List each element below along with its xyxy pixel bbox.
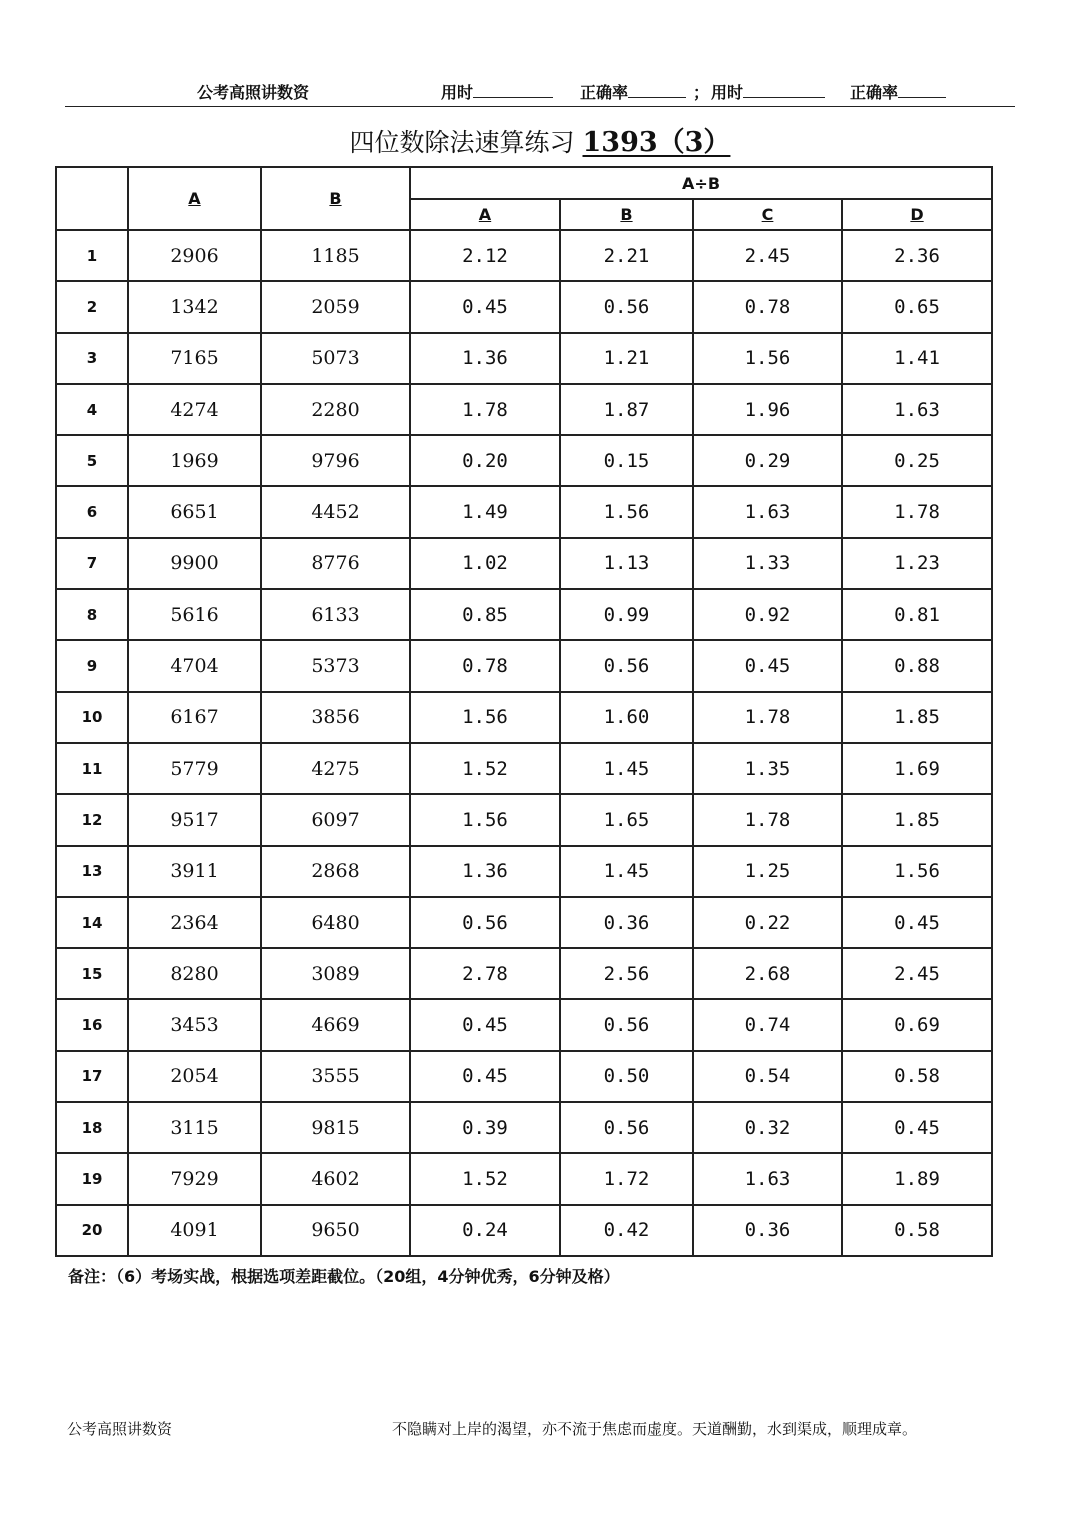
table-row [56,538,992,589]
option-b-cell[interactable]: 1.13 [560,538,693,589]
dividend-cell: 3115 [128,1102,261,1153]
table-row [56,897,992,948]
option-d-cell[interactable]: 1.23 [842,538,992,589]
option-b-cell[interactable]: 2.21 [560,230,693,281]
option-c-cell[interactable]: 2.68 [693,948,842,999]
divisor-cell: 2280 [261,384,410,435]
dividend-cell: 7929 [128,1153,261,1204]
option-d-cell[interactable]: 1.85 [842,794,992,845]
option-a-cell[interactable]: 1.49 [410,486,560,537]
option-c-header: C [693,199,842,230]
option-c-cell[interactable]: 0.36 [693,1205,842,1256]
option-b-cell[interactable]: 1.72 [560,1153,693,1204]
row-index: 13 [56,846,128,897]
time-blank-2[interactable] [743,83,825,98]
divisor-cell: 8776 [261,538,410,589]
divisor-cell: 6480 [261,897,410,948]
divisor-cell: 1185 [261,230,410,281]
option-d-cell[interactable]: 1.41 [842,333,992,384]
dividend-cell: 3453 [128,999,261,1050]
option-c-cell[interactable]: 1.56 [693,333,842,384]
divisor-cell: 9815 [261,1102,410,1153]
option-d-cell[interactable]: 2.36 [842,230,992,281]
option-a-cell[interactable]: 1.56 [410,692,560,743]
separator: ； [693,83,710,102]
col-b-header: B [261,167,410,230]
table-row [56,1102,992,1153]
row-index: 4 [56,384,128,435]
dividend-cell: 1342 [128,281,261,332]
dividend-cell: 4274 [128,384,261,435]
accuracy-blank-2[interactable] [898,83,946,98]
dividend-cell: 2906 [128,230,261,281]
option-a-cell[interactable]: 0.85 [410,589,560,640]
divisor-cell: 5073 [261,333,410,384]
option-c-cell[interactable]: 0.54 [693,1051,842,1102]
division-practice-table [55,166,993,1257]
option-b-cell[interactable]: 0.99 [560,589,693,640]
table-row [56,692,992,743]
dividend-cell: 2054 [128,1051,261,1102]
row-index: 18 [56,1102,128,1153]
dividend-cell: 9900 [128,538,261,589]
table-row [56,435,992,486]
option-c-cell[interactable]: 1.63 [693,486,842,537]
option-a-cell[interactable]: 2.78 [410,948,560,999]
option-b-header: B [560,199,693,230]
time-field-2 [711,80,825,103]
footer-brand: 公考高照讲数资 [67,1420,173,1438]
divisor-cell: 9796 [261,435,410,486]
option-b-cell[interactable]: 0.56 [560,1102,693,1153]
dividend-cell: 1969 [128,435,261,486]
option-d-cell[interactable]: 1.89 [842,1153,992,1204]
option-d-cell[interactable]: 0.65 [842,281,992,332]
dividend-cell: 2364 [128,897,261,948]
option-b-cell[interactable]: 1.45 [560,846,693,897]
table-row [56,1153,992,1204]
divisor-cell: 3555 [261,1051,410,1102]
option-b-cell[interactable]: 0.36 [560,897,693,948]
option-b-cell[interactable]: 0.15 [560,435,693,486]
option-d-cell[interactable]: 1.63 [842,384,992,435]
dividend-cell: 9517 [128,794,261,845]
option-d-cell[interactable]: 0.58 [842,1205,992,1256]
dividend-cell: 4091 [128,1205,261,1256]
row-index: 15 [56,948,128,999]
option-d-cell[interactable]: 0.45 [842,897,992,948]
option-b-cell[interactable]: 1.56 [560,486,693,537]
table-row [56,1205,992,1256]
table-row [56,486,992,537]
accuracy-blank-1[interactable] [628,83,686,98]
row-index: 5 [56,435,128,486]
index-header [56,167,128,230]
divisor-cell: 2059 [261,281,410,332]
option-c-cell[interactable]: 1.96 [693,384,842,435]
option-b-cell[interactable]: 0.50 [560,1051,693,1102]
option-d-cell[interactable]: 1.85 [842,692,992,743]
table-row [56,384,992,435]
dividend-cell: 5779 [128,743,261,794]
row-index: 14 [56,897,128,948]
option-a-cell[interactable]: 1.02 [410,538,560,589]
row-index: 20 [56,1205,128,1256]
option-a-cell[interactable]: 0.24 [410,1205,560,1256]
header-divider [65,106,1015,107]
option-d-cell[interactable]: 1.56 [842,846,992,897]
divisor-cell: 9650 [261,1205,410,1256]
row-index: 10 [56,692,128,743]
divisor-cell: 4452 [261,486,410,537]
option-c-cell[interactable]: 0.92 [693,589,842,640]
table-row [56,743,992,794]
option-d-cell[interactable]: 1.69 [842,743,992,794]
divisor-cell: 2868 [261,846,410,897]
col-a-header: A [128,167,261,230]
option-c-cell[interactable]: 0.29 [693,435,842,486]
dividend-cell: 3911 [128,846,261,897]
option-d-cell[interactable]: 0.25 [842,435,992,486]
option-c-cell[interactable]: 1.33 [693,538,842,589]
accuracy-field-2 [850,80,946,103]
dividend-cell: 6167 [128,692,261,743]
row-index: 1 [56,230,128,281]
option-a-cell[interactable]: 0.45 [410,999,560,1050]
table-row [56,846,992,897]
dividend-cell: 6651 [128,486,261,537]
option-a-cell[interactable]: 1.52 [410,1153,560,1204]
option-d-cell[interactable]: 0.88 [842,640,992,691]
dividend-cell: 4704 [128,640,261,691]
option-c-cell[interactable]: 0.74 [693,999,842,1050]
time-blank-1[interactable] [473,83,553,98]
option-c-cell[interactable]: 1.35 [693,743,842,794]
divisor-cell: 6133 [261,589,410,640]
option-b-cell[interactable]: 1.45 [560,743,693,794]
row-index: 6 [56,486,128,537]
quotient-group-header: A÷B [410,167,992,199]
time-label-1: 用时 [441,83,474,102]
option-d-cell[interactable]: 0.58 [842,1051,992,1102]
option-b-cell[interactable]: 1.21 [560,333,693,384]
option-b-cell[interactable]: 0.56 [560,640,693,691]
option-c-cell[interactable]: 0.22 [693,897,842,948]
dividend-cell: 5616 [128,589,261,640]
divisor-cell: 3089 [261,948,410,999]
option-c-cell[interactable]: 1.25 [693,846,842,897]
table-row [56,640,992,691]
option-d-header: D [842,199,992,230]
option-a-cell[interactable]: 1.78 [410,384,560,435]
divisor-cell: 4602 [261,1153,410,1204]
accuracy-label-2: 正确率 [850,83,899,102]
option-b-cell[interactable]: 0.56 [560,999,693,1050]
option-b-cell[interactable]: 1.60 [560,692,693,743]
divisor-cell: 4275 [261,743,410,794]
option-c-cell[interactable]: 1.78 [693,692,842,743]
table-row [56,281,992,332]
option-d-cell[interactable]: 2.45 [842,948,992,999]
option-a-cell[interactable]: 0.78 [410,640,560,691]
dividend-cell: 8280 [128,948,261,999]
option-a-cell[interactable]: 1.56 [410,794,560,845]
accuracy-field-1 [580,80,686,103]
table-row [56,794,992,845]
option-a-cell[interactable]: 1.36 [410,846,560,897]
option-a-cell[interactable]: 0.45 [410,281,560,332]
title-text: 四位数除法速算练习 [349,128,583,157]
option-d-cell[interactable]: 0.81 [842,589,992,640]
row-index: 17 [56,1051,128,1102]
option-a-cell[interactable]: 0.45 [410,1051,560,1102]
option-d-cell[interactable]: 0.69 [842,999,992,1050]
option-a-cell[interactable]: 1.52 [410,743,560,794]
option-a-cell[interactable]: 0.56 [410,897,560,948]
option-a-header: A [410,199,560,230]
row-index: 2 [56,281,128,332]
time-label-2: 用时 [711,83,744,102]
option-c-cell[interactable]: 1.78 [693,794,842,845]
option-b-cell[interactable]: 1.65 [560,794,693,845]
option-c-cell[interactable]: 0.78 [693,281,842,332]
divisor-cell: 4669 [261,999,410,1050]
row-index: 9 [56,640,128,691]
table-row [56,948,992,999]
divisor-cell: 3856 [261,692,410,743]
table-row [56,333,992,384]
table-row [56,1051,992,1102]
accuracy-label-1: 正确率 [580,83,629,102]
option-b-cell[interactable]: 1.87 [560,384,693,435]
option-a-cell[interactable]: 2.12 [410,230,560,281]
option-c-cell[interactable]: 2.45 [693,230,842,281]
divisor-cell: 6097 [261,794,410,845]
table-row [56,230,992,281]
page-title [0,120,1080,159]
note: 备注：（6）考场实战，根据选项差距截位。（20组，4分钟优秀，6分钟及格） [68,1267,620,1286]
time-field-1 [441,80,553,103]
table-row [56,999,992,1050]
option-c-cell[interactable]: 1.63 [693,1153,842,1204]
row-index: 3 [56,333,128,384]
option-c-cell[interactable]: 0.45 [693,640,842,691]
option-d-cell[interactable]: 1.78 [842,486,992,537]
option-a-cell[interactable]: 0.39 [410,1102,560,1153]
option-a-cell[interactable]: 0.20 [410,435,560,486]
footer-motto: 不隐瞒对上岸的渴望，亦不流于焦虑而虚度。天道酬勤，水到渠成，顺理成章。 [392,1420,918,1438]
header-brand: 公考高照讲数资 [197,83,310,102]
row-index: 7 [56,538,128,589]
divisor-cell: 5373 [261,640,410,691]
option-b-cell[interactable]: 0.56 [560,281,693,332]
row-index: 19 [56,1153,128,1204]
option-c-cell[interactable]: 0.32 [693,1102,842,1153]
row-index: 11 [56,743,128,794]
option-d-cell[interactable]: 0.45 [842,1102,992,1153]
option-b-cell[interactable]: 0.42 [560,1205,693,1256]
row-index: 8 [56,589,128,640]
row-index: 16 [56,999,128,1050]
table-row [56,589,992,640]
title-number: 1393（3） [582,127,731,158]
option-b-cell[interactable]: 2.56 [560,948,693,999]
option-a-cell[interactable]: 1.36 [410,333,560,384]
row-index: 12 [56,794,128,845]
dividend-cell: 7165 [128,333,261,384]
